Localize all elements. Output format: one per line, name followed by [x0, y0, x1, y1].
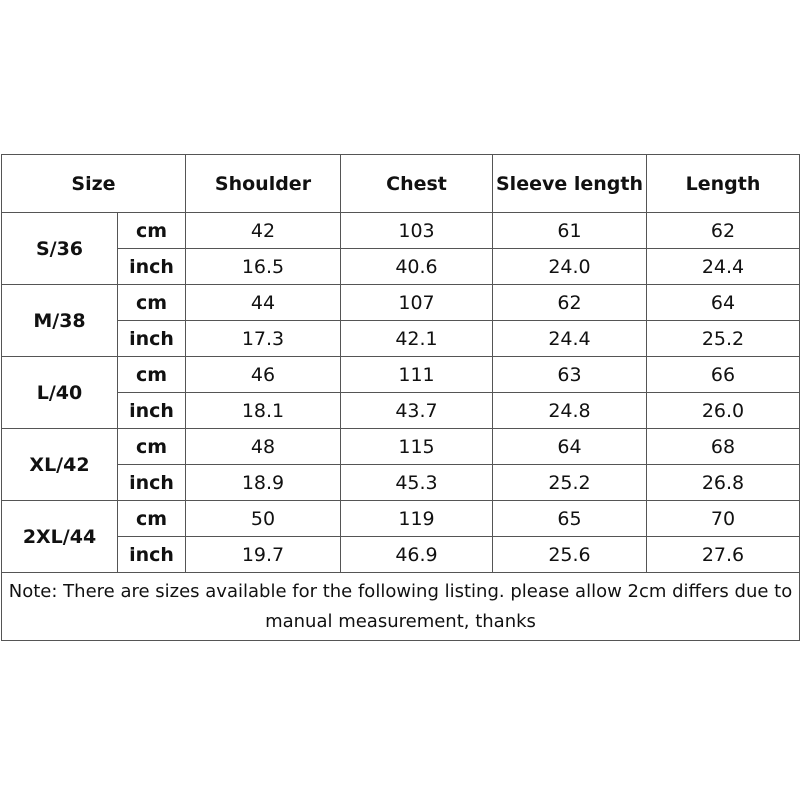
unit-label: inch [118, 393, 186, 429]
header-shoulder: Shoulder [186, 155, 341, 213]
chest-value: 111 [341, 357, 493, 393]
unit-label: cm [118, 213, 186, 249]
header-row [2, 155, 800, 213]
header-length: Length [647, 155, 800, 213]
table-row [2, 249, 800, 285]
length-value: 66 [647, 357, 800, 393]
size-label: L/40 [2, 357, 118, 429]
sleeve-length-value: 25.6 [493, 537, 647, 573]
chest-value: 45.3 [341, 465, 493, 501]
table-row [2, 285, 800, 321]
length-value: 70 [647, 501, 800, 537]
size-label: 2XL/44 [2, 501, 118, 573]
length-value: 26.0 [647, 393, 800, 429]
unit-label: cm [118, 429, 186, 465]
sleeve-length-value: 24.0 [493, 249, 647, 285]
shoulder-value: 44 [186, 285, 341, 321]
size-label: XL/42 [2, 429, 118, 501]
table-row [2, 501, 800, 537]
unit-label: inch [118, 249, 186, 285]
table-row [2, 465, 800, 501]
unit-label: inch [118, 537, 186, 573]
chest-value: 115 [341, 429, 493, 465]
unit-label: cm [118, 357, 186, 393]
header-chest: Chest [341, 155, 493, 213]
sleeve-length-value: 65 [493, 501, 647, 537]
sleeve-length-value: 24.4 [493, 321, 647, 357]
table-row [2, 393, 800, 429]
length-value: 26.8 [647, 465, 800, 501]
shoulder-value: 18.1 [186, 393, 341, 429]
shoulder-value: 48 [186, 429, 341, 465]
length-value: 68 [647, 429, 800, 465]
table-row [2, 537, 800, 573]
chest-value: 46.9 [341, 537, 493, 573]
length-value: 27.6 [647, 537, 800, 573]
length-value: 64 [647, 285, 800, 321]
sleeve-length-value: 24.8 [493, 393, 647, 429]
chest-value: 107 [341, 285, 493, 321]
sleeve-length-value: 25.2 [493, 465, 647, 501]
shoulder-value: 17.3 [186, 321, 341, 357]
chest-value: 40.6 [341, 249, 493, 285]
sleeve-length-value: 62 [493, 285, 647, 321]
table-row [2, 357, 800, 393]
shoulder-value: 16.5 [186, 249, 341, 285]
unit-label: inch [118, 321, 186, 357]
note-row [2, 573, 800, 641]
length-value: 24.4 [647, 249, 800, 285]
sleeve-length-value: 64 [493, 429, 647, 465]
measurement-note: Note: There are sizes available for the following listing. please allow 2cm differs due to manual measurement, thanks [2, 573, 800, 641]
chest-value: 103 [341, 213, 493, 249]
table-row [2, 429, 800, 465]
length-value: 25.2 [647, 321, 800, 357]
table-row [2, 321, 800, 357]
table-row [2, 213, 800, 249]
chest-value: 42.1 [341, 321, 493, 357]
length-value: 62 [647, 213, 800, 249]
size-chart-table [1, 154, 800, 641]
chest-value: 119 [341, 501, 493, 537]
shoulder-value: 18.9 [186, 465, 341, 501]
size-label: S/36 [2, 213, 118, 285]
size-label: M/38 [2, 285, 118, 357]
unit-label: cm [118, 285, 186, 321]
unit-label: cm [118, 501, 186, 537]
unit-label: inch [118, 465, 186, 501]
shoulder-value: 50 [186, 501, 341, 537]
chest-value: 43.7 [341, 393, 493, 429]
sleeve-length-value: 61 [493, 213, 647, 249]
header-sleeve-length: Sleeve length [493, 155, 647, 213]
header-size: Size [2, 155, 186, 213]
shoulder-value: 19.7 [186, 537, 341, 573]
shoulder-value: 42 [186, 213, 341, 249]
shoulder-value: 46 [186, 357, 341, 393]
sleeve-length-value: 63 [493, 357, 647, 393]
